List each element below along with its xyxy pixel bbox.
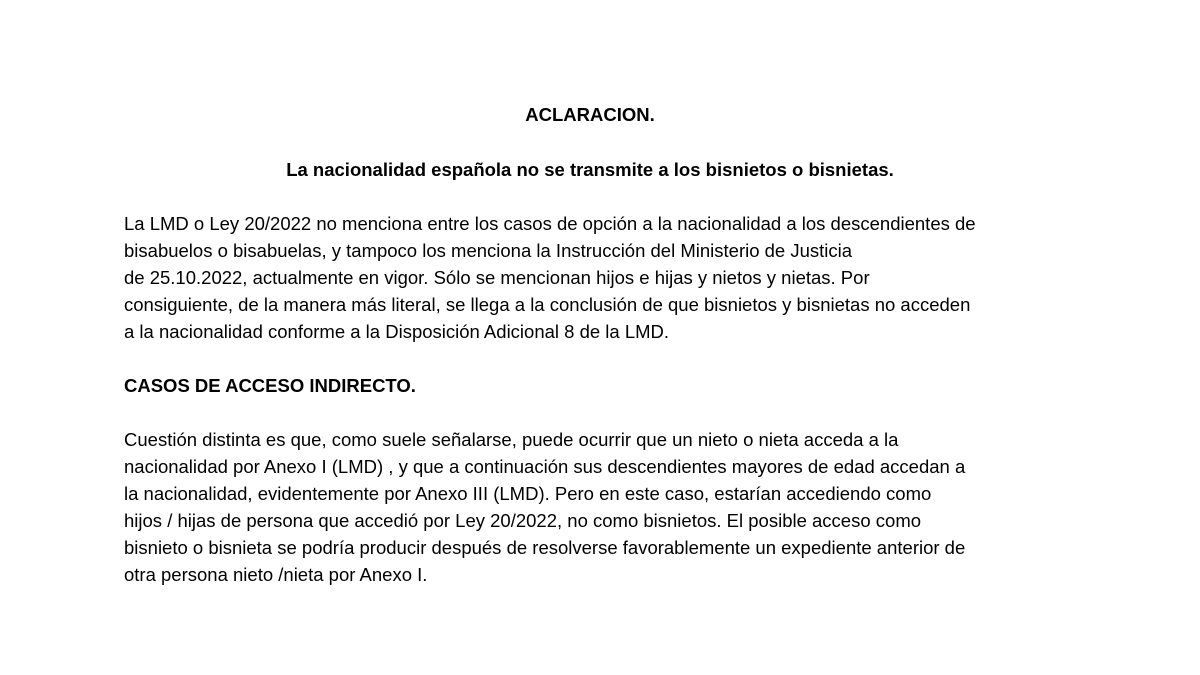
paragraph-line: bisabuelos o bisabuelas, y tampoco los menciona la Instrucción del Ministerio de Justicia [124,240,853,261]
paragraph-line: consiguiente, de la manera más literal, se llega a la conclusión de que bisnietos y bisnietas no acceden [124,294,971,315]
paragraph-line: a la nacionalidad conforme a la Disposición Adicional 8 de la LMD. [124,321,670,342]
paragraph-line: bisnieto o bisnieta se podría producir después de resolverse favorablemente un expediente anterior de [124,537,966,558]
document-title: ACLARACION. [525,104,655,125]
paragraph-line: La LMD o Ley 20/2022 no menciona entre los casos de opción a la nacionalidad a los descendientes de [124,213,976,234]
section-heading: CASOS DE ACCESO INDIRECTO. [124,375,416,396]
document-subtitle: La nacionalidad española no se transmite a los bisnietos o bisnietas. [286,159,894,180]
paragraph-line: de 25.10.2022, actualmente en vigor. Sólo se mencionan hijos e hijas y nietos y nietas. Por [124,267,870,288]
paragraph-line: la nacionalidad, evidentemente por Anexo III (LMD). Pero en este caso, estarían accediendo como [124,483,932,504]
paragraph-line: otra persona nieto /nieta por Anexo I. [124,564,428,585]
paragraph-line: Cuestión distinta es que, como suele señalarse, puede ocurrir que un nieto o nieta acceda a la [124,429,899,450]
paragraph-line: hijos / hijas de persona que accedió por Ley 20/2022, no como bisnietos. El posible acceso como [124,510,922,531]
paragraph-line: nacionalidad por Anexo I (LMD) , y que a continuación sus descendientes mayores de edad accedan a [124,456,966,477]
